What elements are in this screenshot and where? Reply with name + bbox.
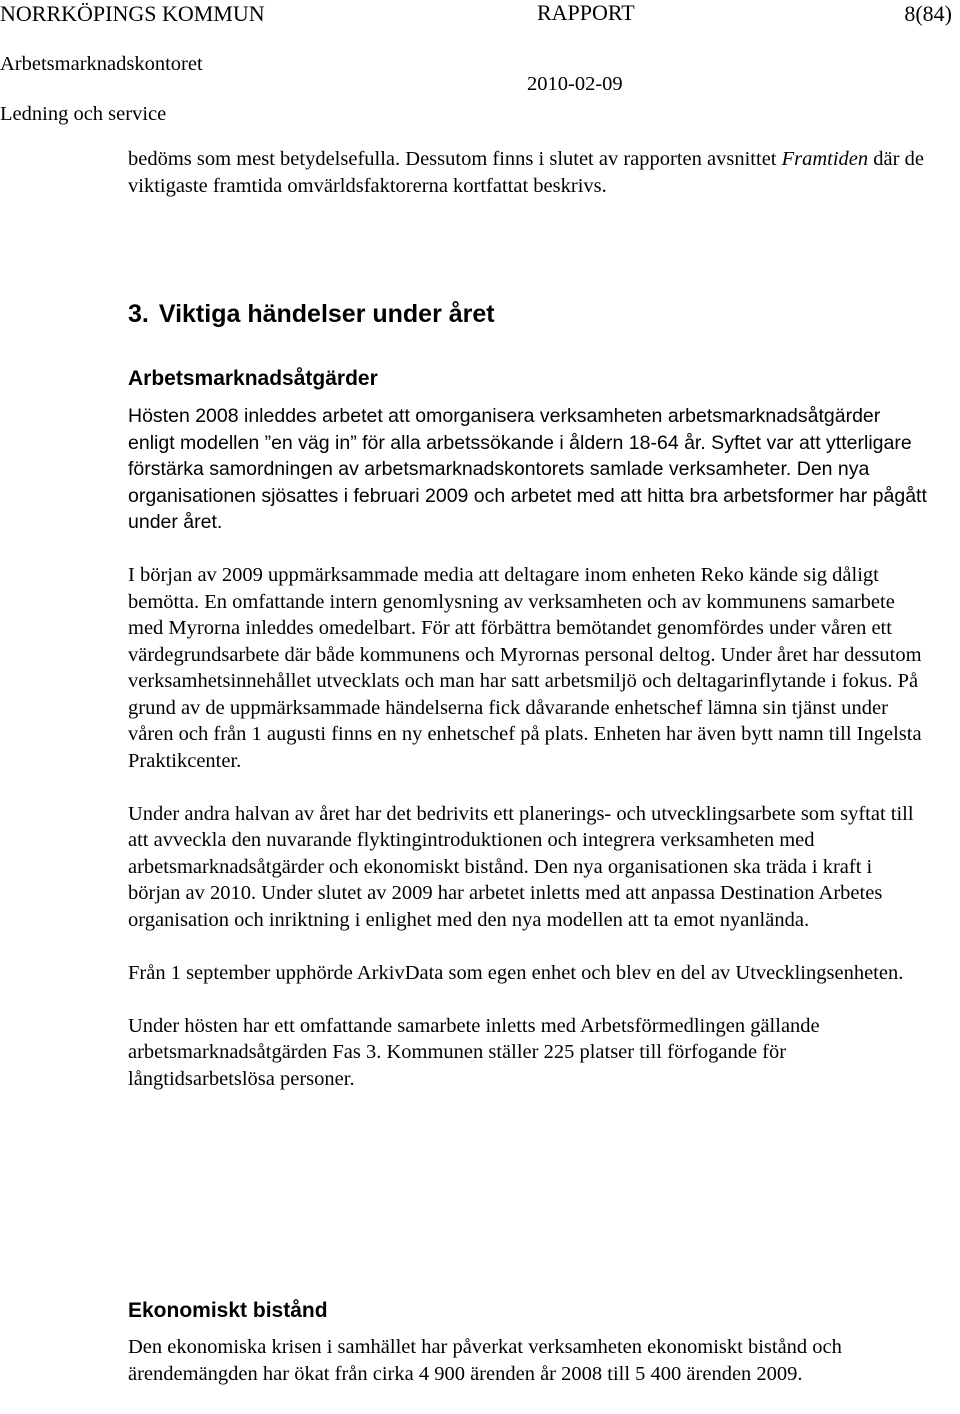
page-number: 8(84) [904, 1, 952, 26]
measures-section [128, 366, 928, 1092]
measures-paragraph: Från 1 september upphörde ArkivData som egen enhet och blev en del av Utvecklingsenheten. [128, 961, 904, 984]
intro-text-start: bedöms som mest betydelsefulla. Dessutom finns i slutet av rapporten avsnittet [128, 148, 782, 170]
intro-text-end: där de viktigaste framtida omvärldsfaktorerna kortfattat beskrivs. [128, 148, 924, 197]
measures-paragraph: Hösten 2008 inleddes arbetet att omorganisera verksamheten arbetsmarknadsåtgärder enligt modellen ”en väg in” för alla arbetssökande i åldern 18-64 år. Syftet var att ytterligare förstärka samordningen av arbetsmarknadskontorets samlade verksamheter. Den nya organisationen sjösattes i februari 2009 och arbetet med att hitta bra arbetsformer har pågått under året. [128, 405, 927, 533]
measures-paragraph: Under hösten har ett omfattande samarbete inletts med Arbetsförmedlingen gällande arbetsmarknadsåtgärden Fas 3. Kommunen ställer 225 platser till förfogande för långtidsarbetslösa personer. [128, 1014, 820, 1090]
department-name: Arbetsmarknadskontoret [0, 53, 203, 75]
aid-paragraph: Den ekonomiska krisen i samhället har påverkat verksamheten ekonomiskt bistånd och ärendemängden har ökat från cirka 4 900 ärenden år 2008 till 5 400 ärenden 2009. [128, 1336, 842, 1385]
intro-paragraph [128, 146, 928, 199]
intro-emphasis: Framtiden [781, 148, 869, 170]
aid-heading: Ekonomiskt bistånd [128, 1299, 328, 1322]
measures-paragraph: I början av 2009 uppmärksammade media att deltagare inom enheten Reko kände sig dåligt bemötta. En omfattande intern genomlysning av verksamheten och av kommunens samarbete med Myrorna inleddes omedelbart. För att förbättra bemötandet genomfördes under våren ett värdegrundsarbete där både kommunens och Myrornas personal deltog. Under året har dessutom verksamhetsinnehållet utvecklats och man har satt arbetsmiljö och deltagarinflytande i fokus. På grund av de uppmärksammade händelserna fick dåvarande enhetschef lämna sin tjänst under våren och från 1 augusti finns en ny enhetschef på plats. Enheten har även bytt namn till Ingelsta Praktikcenter. [128, 564, 922, 772]
organization-name: NORRKÖPINGS KOMMUN [0, 1, 265, 26]
measures-paragraph: Under andra halvan av året har det bedrivits ett planerings- och utvecklingsarbete som syftat till att avveckla den nuvarande flyktingintroduktionen och integrera verksamheten med arbetsmarknadsåtgärder och ekonomiskt bistånd. Den nya organisationen ska träda i kraft i början av 2010. Under slutet av 2009 har arbetet inletts med att anpassa Destination Arbetes organisation och inriktning i enlighet med den nya modellen att ta emot nyanlända. [128, 802, 914, 931]
measures-heading: Arbetsmarknadsåtgärder [128, 367, 378, 390]
aid-section [128, 1298, 928, 1387]
report-date: 2010-02-09 [527, 73, 623, 95]
section-number: 3. [128, 300, 149, 328]
section-heading [128, 299, 495, 329]
unit-name: Ledning och service [0, 103, 167, 125]
section-title: Viktiga händelser under året [158, 300, 495, 328]
intro-block [128, 146, 928, 199]
report-type: RAPPORT [537, 0, 635, 25]
